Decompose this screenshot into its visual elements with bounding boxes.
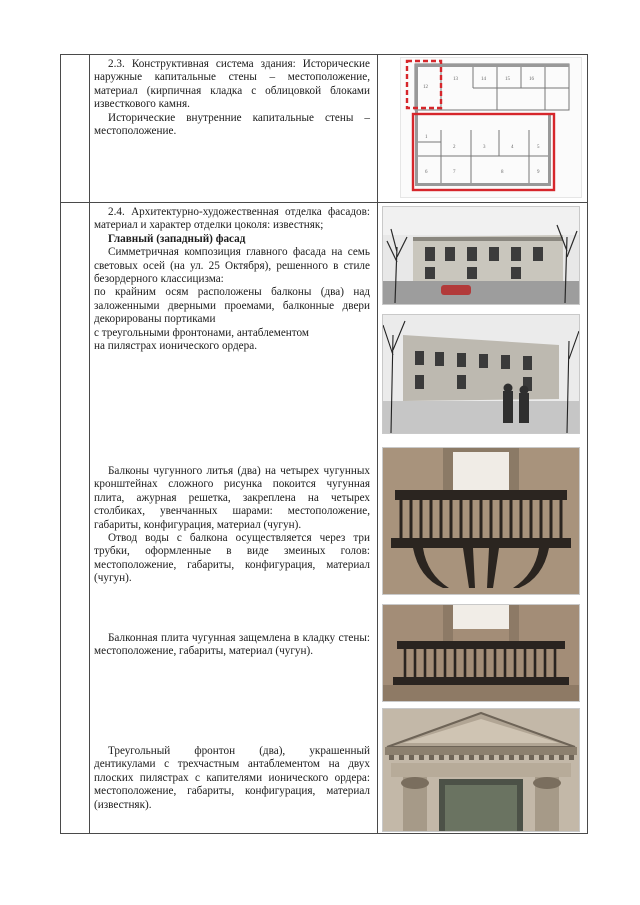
table-left-border xyxy=(60,54,61,833)
pediment-photo xyxy=(382,708,580,832)
svg-text:5: 5 xyxy=(537,145,540,150)
pediment-text xyxy=(94,745,370,812)
balcony-slab-text xyxy=(94,632,370,659)
svg-text:6: 6 xyxy=(425,170,428,175)
balcony-slab-photo xyxy=(382,604,580,702)
section-2-3-paragraph: Исторические внутренние капитальные стены – местоположение. xyxy=(94,111,370,138)
facade-photo-2-drawing xyxy=(383,315,579,433)
balcony-photo xyxy=(382,447,580,595)
balconies-paragraph: Балконы чугунного литья (два) на четырех чугунных кронштейнах сложного рисунка покоится чугунная плита, ажурная решетка, закреплена на четырех столбиках, увенчанных шарами: местоположение, габариты, конфигурация, материал (чугун). xyxy=(94,465,370,531)
balcony-slab-photo-drawing xyxy=(383,605,579,701)
balcony-slab-paragraph: Балконная плита чугунная защемлена в кладку стены: местоположение, габариты, материал (чугун). xyxy=(94,632,370,658)
floor-plan-image xyxy=(400,57,582,198)
balconies-text xyxy=(94,465,370,586)
facade-photo-1 xyxy=(382,206,580,305)
table-column-divider-2 xyxy=(377,54,378,833)
section-2-3-text xyxy=(94,58,370,138)
main-facade-paragraph: с треугольными фронтонами, антаблементом xyxy=(94,326,309,339)
svg-text:15: 15 xyxy=(505,77,510,82)
section-2-4-text xyxy=(94,206,370,353)
svg-text:13: 13 xyxy=(453,77,458,82)
svg-text:2: 2 xyxy=(453,145,456,150)
table-bottom-border xyxy=(60,833,588,834)
svg-text:14: 14 xyxy=(481,77,486,82)
section-2-4-intro: 2.4. Архитектурно-художественная отделка фасадов: материал и характер отделки цоколя: известняк; xyxy=(94,206,370,232)
section-2-3-paragraph: 2.3. Конструктивная система здания: Исторические наружные капитальные стены – местоположение, материал (кирпичная кладка с облицовкой блоками известкового камня. xyxy=(94,58,370,111)
main-facade-paragraph: на пилястрах ионического ордера. xyxy=(94,340,257,353)
facade-photo-2 xyxy=(382,314,580,434)
balconies-paragraph: Отвод воды с балкона осуществляется через три трубки, оформленные в виде змеиных голов: местоположение, габариты, конфигурация, материал (чугун). xyxy=(94,532,370,585)
svg-text:1: 1 xyxy=(425,135,428,140)
pediment-paragraph: Треугольный фронтон (два), украшенный дентикулами с трехчастным антаблементом на двух плоских пилястрах с капителями ионического ордера: местоположение, габариты, конфигурация, материал (известняк). xyxy=(94,745,370,811)
table-row-divider xyxy=(60,202,588,203)
svg-text:4: 4 xyxy=(511,145,514,150)
table-right-border xyxy=(587,54,588,833)
main-facade-paragraph: по крайним осям расположены балконы (два) над заложенными дверными проемами, балконные двери декорированы портиками xyxy=(94,286,370,326)
svg-text:8: 8 xyxy=(501,170,504,175)
main-facade-heading: Главный (западный) фасад xyxy=(108,232,246,245)
floor-plan-drawing xyxy=(401,58,581,197)
svg-text:16: 16 xyxy=(529,77,534,82)
main-facade-paragraph: Симметричная композиция главного фасада на семь световых осей (на ул. 25 Октября), решенного в стиле безордерного классицизма: xyxy=(94,246,370,286)
svg-text:7: 7 xyxy=(453,170,456,175)
pediment-photo-drawing xyxy=(383,709,579,831)
table-column-divider-1 xyxy=(89,54,90,833)
svg-text:12: 12 xyxy=(423,85,428,90)
facade-photo-1-drawing xyxy=(383,207,579,304)
svg-text:3: 3 xyxy=(483,145,486,150)
balcony-photo-drawing xyxy=(383,448,579,594)
svg-text:9: 9 xyxy=(537,170,540,175)
table-top-border xyxy=(60,54,588,55)
